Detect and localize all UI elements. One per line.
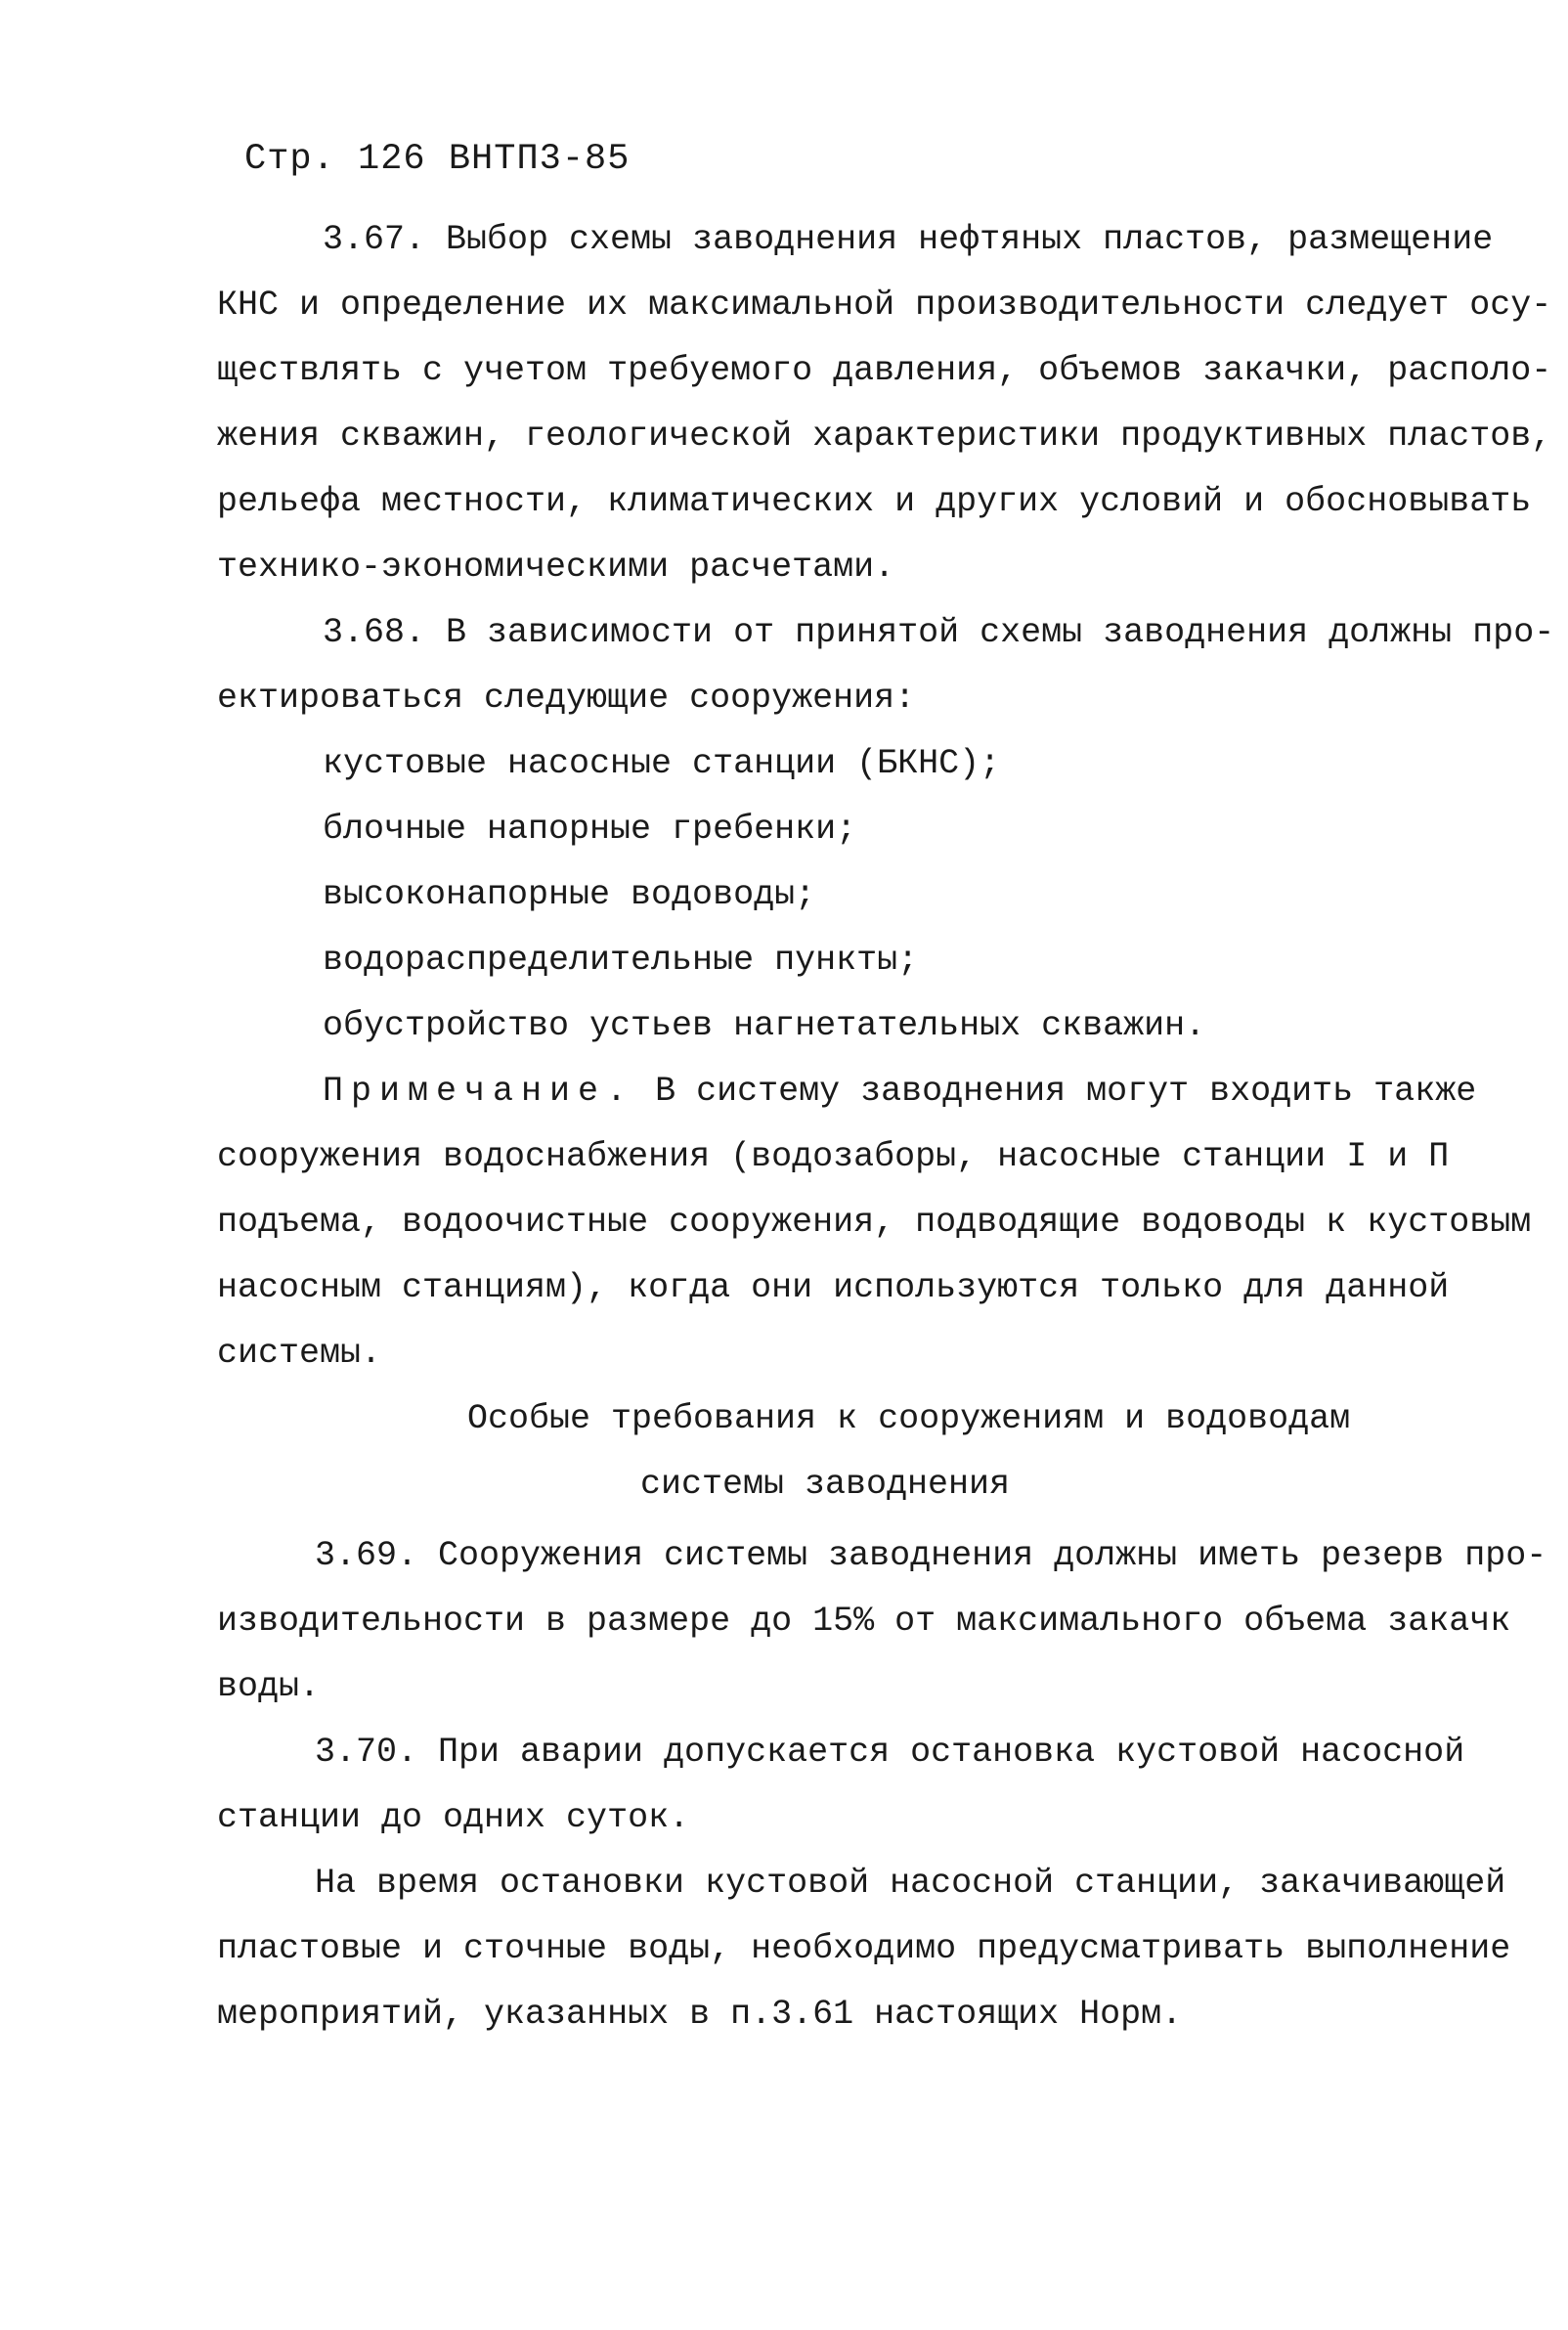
paragraph-3-67-line-5: рельефа местности, климатических и других условий и обосновывать: [217, 482, 1532, 521]
note-line-3: подъема, водоочистные сооружения, подводящие водоводы к кустовым: [217, 1203, 1532, 1242]
note-first-line: [323, 1069, 1476, 1114]
list-item: кустовые насосные станции (БКНС);: [323, 744, 1001, 783]
note-line-5: системы.: [217, 1334, 382, 1373]
paragraph-3-70-line-1: 3.70. При аварии допускается остановка кустовой насосной: [315, 1733, 1465, 1772]
closing-paragraph-line-1: На время остановки кустовой насосной станции, закачивающей: [315, 1864, 1506, 1903]
page-header: Стр. 126 ВНТП3-85: [244, 139, 631, 180]
list-item: водораспределительные пункты;: [323, 941, 919, 980]
paragraph-3-67-line-6: технико-экономическими расчетами.: [217, 548, 895, 587]
list-item: блочные напорные гребенки;: [323, 810, 857, 849]
paragraph-3-67-line-4: жения скважин, геологической характеристики продуктивных пластов,: [217, 417, 1552, 456]
note-line-2: сооружения водоснабжения (водозаборы, насосные станции I и П: [217, 1137, 1450, 1176]
list-item: высоконапорные водоводы;: [323, 875, 816, 914]
paragraph-3-68-line-1: 3.68. В зависимости от принятой схемы заводнения должны про-: [323, 613, 1555, 652]
section-subheading-line-2: системы заводнения: [640, 1465, 1011, 1504]
note-label: Примечание.: [323, 1072, 635, 1111]
paragraph-3-67-line-3: ществлять с учетом требуемого давления, объемов закачки, располо-: [217, 351, 1552, 390]
paragraph-3-70-line-2: станции до одних суток.: [217, 1798, 690, 1837]
closing-paragraph-line-3: мероприятий, указанных в п.3.61 настоящих Норм.: [217, 1995, 1183, 2034]
note-line-4: насосным станциям), когда они используются только для данной: [217, 1268, 1450, 1307]
section-subheading-line-1: Особые требования к сооружениям и водоводам: [467, 1399, 1351, 1438]
note-first-line-text: В систему заводнения могут входить также: [655, 1072, 1477, 1111]
paragraph-3-67-line-1: 3.67. Выбор схемы заводнения нефтяных пластов, размещение: [323, 220, 1494, 259]
paragraph-3-69-line-3: воды.: [217, 1667, 321, 1706]
closing-paragraph-line-2: пластовые и сточные воды, необходимо предусматривать выполнение: [217, 1929, 1511, 1968]
paragraph-3-69-line-1: 3.69. Сооружения системы заводнения должны иметь резерв про-: [315, 1536, 1547, 1575]
paragraph-3-68-line-2: ектироваться следующие сооружения:: [217, 679, 916, 718]
paragraph-3-67-line-2: КНС и определение их максимальной производительности следует осу-: [217, 286, 1552, 325]
paragraph-3-69-line-2: изводительности в размере до 15% от максимального объема закачк: [217, 1602, 1511, 1641]
list-item: обустройство устьев нагнетательных скважин.: [323, 1006, 1206, 1045]
